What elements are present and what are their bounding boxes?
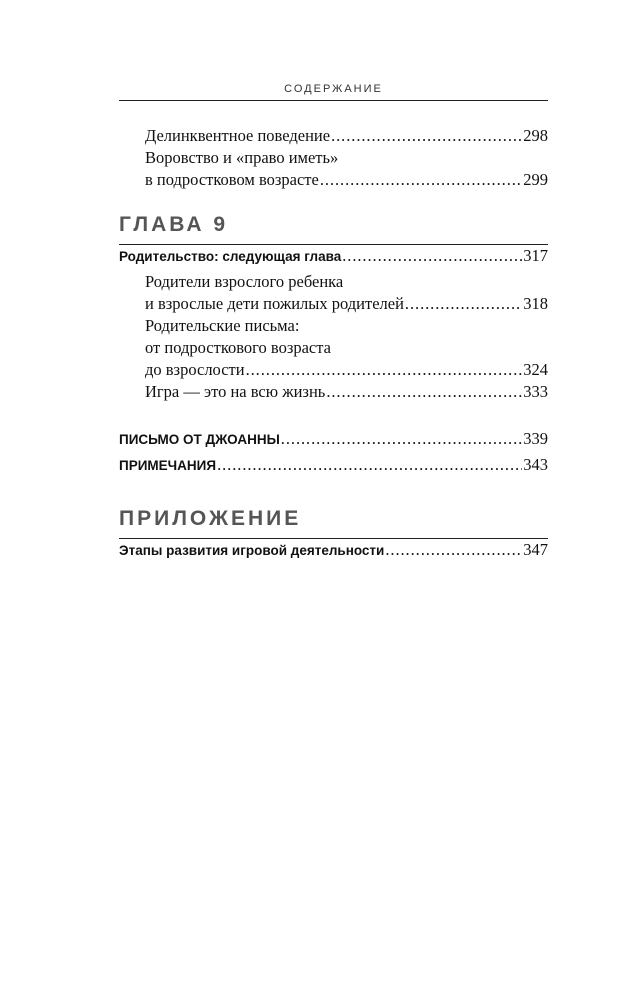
leader-dots <box>217 454 522 476</box>
entry-title-line: Родители взрослого ребенка <box>145 272 344 291</box>
appendix-section <box>119 506 548 532</box>
entry-page: 333 <box>523 382 548 401</box>
entry-title: в подростковом возрасте <box>145 170 319 189</box>
entry-title: и взрослые дети пожилых родителей <box>145 294 404 313</box>
letter-page: 339 <box>523 429 548 448</box>
leader-dots <box>326 381 522 403</box>
notes-title: ПРИМЕЧАНИЯ <box>119 458 217 473</box>
entry-page: 318 <box>523 294 548 313</box>
entry-title-line: Родительские письма: <box>145 316 300 335</box>
letter-title: ПИСЬМО ОТ ДЖОАННЫ <box>119 432 280 447</box>
leader-dots <box>281 428 522 450</box>
notes-page: 343 <box>523 455 548 474</box>
appendix-heading: ПРИЛОЖЕНИЕ <box>119 507 302 530</box>
entry-page: 298 <box>523 126 548 145</box>
leader-dots <box>331 125 522 147</box>
chapter-9-section <box>119 212 548 238</box>
toc-entry[interactable] <box>119 125 548 147</box>
entry-title: Игра — это на всю жизнь <box>145 382 326 401</box>
entry-page: 299 <box>523 170 548 189</box>
leader-dots <box>405 293 522 315</box>
header-rule <box>119 100 548 101</box>
toc-entry[interactable] <box>119 293 548 315</box>
chapter-9-entries <box>119 245 548 403</box>
letter-entry[interactable] <box>119 428 548 450</box>
appendix-title: Этапы развития игровой деятельности <box>119 543 385 558</box>
entry-title: Делинквентное поведение <box>145 126 331 145</box>
chapter-page: 317 <box>523 246 548 265</box>
entry-title: до взрослости <box>145 360 245 379</box>
entry-page: 324 <box>523 360 548 379</box>
notes-entry[interactable] <box>119 454 548 476</box>
appendix-entries <box>119 539 548 561</box>
toc-entry[interactable] <box>119 381 548 403</box>
leader-dots <box>320 169 522 191</box>
leader-dots <box>342 245 522 267</box>
top-entries <box>119 125 548 191</box>
chapter-heading: ГЛАВА 9 <box>119 213 229 236</box>
leader-dots <box>246 359 523 381</box>
entry-title-line: Воровство и «право иметь» <box>145 148 339 167</box>
toc-entry[interactable] <box>119 359 548 381</box>
running-head: СОДЕРЖАНИЕ <box>284 83 383 95</box>
entry-title-line: от подросткового возраста <box>145 338 331 357</box>
chapter-title: Родительство: следующая глава <box>119 249 342 264</box>
leader-dots <box>385 539 522 561</box>
appendix-entry[interactable] <box>119 539 548 561</box>
appendix-page: 347 <box>523 540 548 559</box>
back-matter <box>119 428 548 476</box>
toc-entry[interactable] <box>119 169 548 191</box>
chapter-title-entry[interactable] <box>119 245 548 267</box>
